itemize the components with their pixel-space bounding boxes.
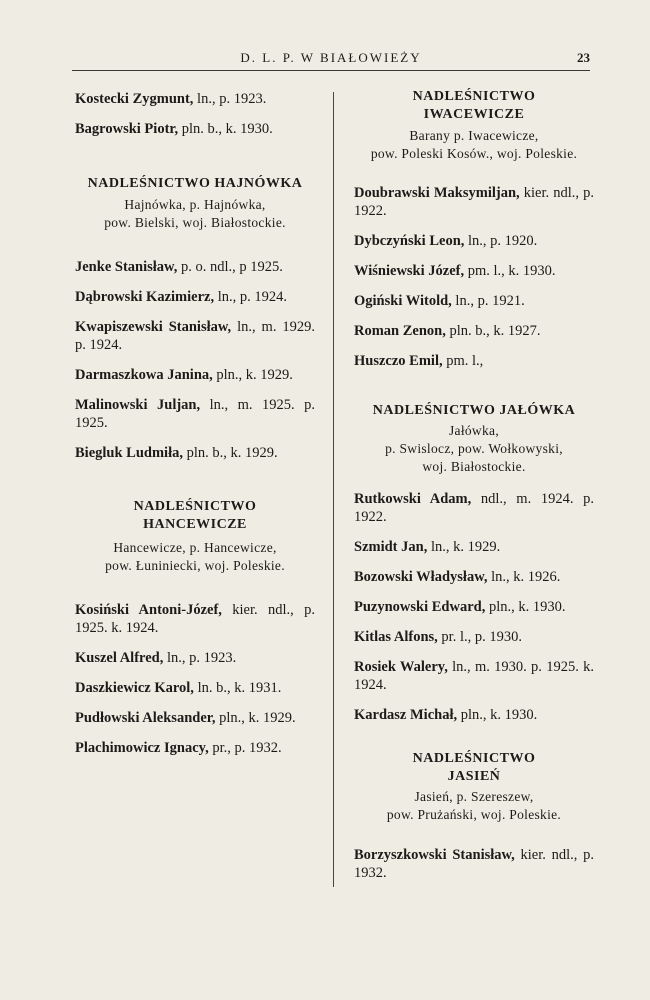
section-heading-line: NADLEŚNICTWO [412,751,536,766]
staff-details: ln., k. 1929. [427,539,501,555]
staff-entry [75,288,315,306]
staff-details: pln. b., k. 1929. [182,445,278,461]
staff-entry [354,628,594,646]
staff-details: ln., m. 1925. p. 1925. [75,397,316,431]
section-address: Jałówka, [448,423,499,438]
left-column [75,88,315,757]
section-heading-line: HANCEWICZE [143,517,247,532]
staff-name: Huszczo Emil, [354,353,443,369]
staff-name: Biegluk Ludmiła, [75,445,183,461]
staff-entry [354,846,594,882]
staff-details: p. o. ndl., p 1925. [177,259,283,275]
staff-entry [75,90,315,108]
section-heading-hancewicze [75,498,315,534]
staff-details: ln., m. 1929. p. 1924. [75,319,315,353]
staff-name: Kardasz Michał, [354,707,458,723]
section-address: p. Swislocz, pow. Wołkowyski, [385,441,563,456]
staff-name: Darmaszkowa Janina, [75,367,213,383]
staff-entry [354,658,594,694]
staff-details: ln., k. 1926. [487,569,561,585]
staff-name: Kwapiszewski Stanisław, [75,319,232,335]
staff-entry [354,184,594,220]
staff-name: Rutkowski Adam, [354,491,472,507]
staff-entry [354,598,594,616]
staff-name: Ogiński Witold, [354,293,452,309]
staff-entry [75,601,315,637]
section-heading-iwacewicze [354,88,594,124]
staff-details: pln. b., k. 1927. [445,323,541,339]
staff-details: ln., p. 1921. [451,293,525,309]
staff-details: pln., k. 1930. [485,599,566,615]
staff-entry [354,568,594,586]
section-address: pow. Prużański, woj. Poleskie. [386,807,562,822]
staff-name: Dąbrowski Kazimierz, [75,289,215,305]
staff-entry [75,120,315,138]
staff-entry [75,679,315,697]
section-heading-line: NADLEŚNICTWO [133,499,257,514]
staff-name: Kitlas Alfons, [354,629,438,645]
staff-details: ln., m. 1930. p. 1925. k. 1924. [354,659,594,693]
staff-entry [354,706,594,724]
staff-entry [354,352,594,370]
staff-entry [75,258,315,276]
section-heading-line: IWACEWICZE [423,107,525,122]
staff-details: pr., p. 1932. [208,740,282,756]
staff-entry [354,262,594,280]
staff-entry [75,318,315,354]
section-heading-hajnowka: NADLEŚNICTWO HAJNÓWKA [87,176,303,191]
staff-name: Kuszel Alfred, [75,650,164,666]
staff-name: Kostecki Zygmunt, [75,91,194,107]
column-divider [333,92,334,887]
staff-details: pln. b., k. 1930. [178,121,273,137]
page-number: 23 [577,50,590,65]
section-address: pow. Łuniniecki, woj. Poleskie. [105,558,285,573]
staff-name: Borzyszkowski Stanisław, [354,847,515,863]
right-column [354,88,594,882]
staff-details: ln., p. 1920. [464,233,538,249]
staff-entry [75,396,315,432]
staff-name: Doubrawski Maksymiljan, [354,185,520,201]
staff-details: ln., p. 1923. [193,91,267,107]
staff-name: Rosiek Walery, [354,659,448,675]
staff-details: pm. l., k. 1930. [464,263,556,279]
staff-entry [354,292,594,310]
staff-name: Pudłowski Aleksander, [75,710,216,726]
section-address: Barany p. Iwacewicze, [409,128,539,143]
staff-name: Szmidt Jan, [354,539,428,555]
staff-entry [354,490,594,526]
staff-name: Plachimowicz Ignacy, [75,740,209,756]
staff-details: pm. l., [442,353,484,369]
staff-details: ln., p. 1924. [214,289,287,305]
staff-entry [75,709,315,727]
section-address: woj. Białostockie. [422,459,526,474]
staff-name: Bagrowski Piotr, [75,121,179,137]
staff-details: kier. ndl., p. 1932. [354,847,594,881]
staff-entry [75,649,315,667]
staff-details: ndl., m. 1924. p. 1922. [354,491,595,525]
staff-entry [354,538,594,556]
staff-entry [354,322,594,340]
staff-details: kier. ndl., p. 1922. [354,185,594,219]
staff-details: pr. l., p. 1930. [437,629,522,645]
staff-entry [75,444,315,462]
staff-name: Bozowski Władysław, [354,569,488,585]
staff-entry [75,739,315,757]
staff-name: Daszkiewicz Karol, [75,680,194,696]
staff-details: ln., p. 1923. [163,650,237,666]
staff-entry [75,366,315,384]
staff-name: Puzynowski Edward, [354,599,486,615]
staff-name: Kosiński Antoni-Józef, [75,602,222,618]
staff-details: pln., k. 1930. [457,707,538,723]
section-heading-line: JASIEŃ [447,769,501,784]
staff-name: Wiśniewski Józef, [354,263,465,279]
section-address: Jasień, p. Szereszew, [414,789,534,804]
staff-name: Dybczyński Leon, [354,233,465,249]
section-heading-jasien [354,750,594,786]
staff-name: Jenke Stanisław, [75,259,178,275]
section-address: Hajnówka, p. Hajnówka, [124,197,266,212]
section-address: pow. Bielski, woj. Białostockie. [104,215,286,230]
staff-details: pln., k. 1929. [215,710,296,726]
section-address: pow. Poleski Kosów., woj. Poleskie. [370,146,578,161]
staff-details: kier. ndl., p. 1925. k. 1924. [75,602,315,636]
page-header [72,50,590,71]
staff-name: Malinowski Juljan, [75,397,201,413]
running-title: D. L. P. W BIAŁOWIEŻY [240,50,422,65]
section-address: Hancewicze, p. Hancewicze, [113,540,277,555]
staff-entry [354,232,594,250]
section-heading-line: NADLEŚNICTWO [412,89,536,104]
staff-details: ln. b., k. 1931. [193,680,282,696]
section-heading-jalowka: NADLEŚNICTWO JAŁÓWKA [372,403,576,418]
staff-name: Roman Zenon, [354,323,446,339]
staff-details: pln., k. 1929. [212,367,293,383]
